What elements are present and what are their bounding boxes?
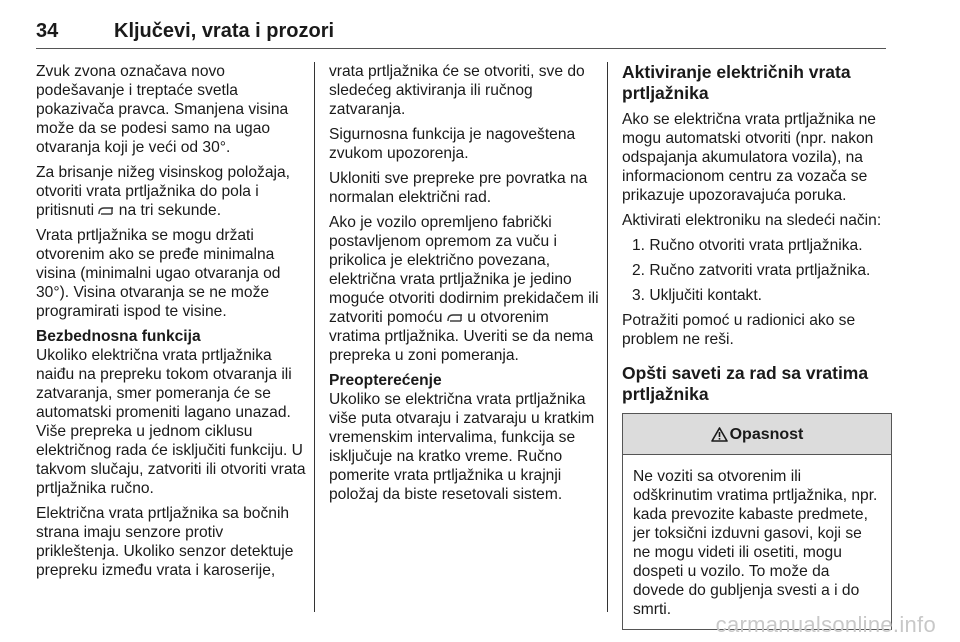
page-header: [36, 20, 886, 50]
section-heading: Aktiviranje električnih vrata prtljažnika: [622, 62, 851, 103]
page-number: 34: [36, 20, 59, 42]
watermark: carmanualsonline.info: [715, 612, 936, 637]
warning-triangle-icon: [711, 427, 728, 442]
paragraph: Ukloniti sve prepreke pre povratka na normalan električni rad.: [329, 170, 588, 206]
column-middle: [329, 62, 599, 510]
warning-header: [623, 414, 891, 455]
warning-box: [622, 413, 892, 630]
column-divider: [314, 62, 315, 612]
list-item: 2. Ručno zatvoriti vrata prtljažnika.: [632, 262, 871, 279]
section-heading: Opšti saveti za rad sa vratima prtljažnika: [622, 363, 869, 404]
subheading: Bezbednosna funkcija: [36, 328, 201, 345]
warning-title: Opasnost: [729, 425, 804, 443]
column-left: [36, 62, 306, 586]
paragraph: Vrata prtljažnika se mogu držati otvorenim ako se pređe minimalna visina (minimalni ugao otvaranja od 30°). Visina otvaranja se ne može programirati ispod te visine.: [36, 227, 281, 320]
list-item: 3. Uključiti kontakt.: [632, 287, 762, 304]
paragraph: Sigurnosna funkcija je nagoveštena zvukom upozorenja.: [329, 126, 576, 162]
column-right: [622, 62, 892, 630]
tailgate-button-icon: [98, 206, 114, 216]
list-item: 1. Ručno otvoriti vrata prtljažnika.: [632, 237, 863, 254]
header-rule: [36, 48, 886, 49]
warning-text: Ne voziti sa otvorenim ili odškrinutim vratima prtljažnika, npr. kada prevozite kabaste predmete, jer toksični izduvni gasovi, koji se ne mogu videti ili osetiti, mogu dospeti u vozilo. To može da dovede do gubljenja svesti a i do smrti.: [633, 468, 878, 618]
paragraph: Ukoliko električna vrata prtljažnika naiđu na prepreku tokom otvaranja ili zatvaranja, smer pomeranja će se automatski promeniti lagano unazad. Više prepreka u jednom ciklusu električnog rada će isključiti funkciju. U takvom slučaju, zatvoriti ili otvoriti vrata prtljažnika ručno.: [36, 347, 306, 497]
paragraph: Ukoliko se električna vrata prtljažnika više puta otvaraju i zatvaraju u kratkim vremenskim intervalima, funkcija se isključuje na kratko vreme. Ručno pomerite vrata prtljažnika u krajnji položaj da biste resetovali sistem.: [329, 391, 595, 503]
tailgate-button-icon: [447, 313, 463, 323]
paragraph: Potražiti pomoć u radionici ako se problem ne reši.: [622, 312, 856, 348]
column-divider: [607, 62, 608, 612]
paragraph: Električna vrata prtljažnika sa bočnih strana imaju senzore protiv prikleštenja. Ukoliko senzor detektuje prepreku između vrata i karoserije,: [36, 505, 294, 579]
paragraph: Zvuk zvona označava novo podešavanje i treptaće svetla pokazivača pravca. Smanjena visina može da se podesi samo na ugao otvaranja koji je veći od 30°.: [36, 63, 289, 156]
paragraph: Za brisanje nižeg visinskog položaja, otvoriti vrata prtljažnika do pola i pritisnuti na tri sekunde.: [36, 164, 290, 219]
paragraph: vrata prtljažnika će se otvoriti, sve do sledećeg aktiviranja ili ručnog zatvaranja.: [329, 63, 585, 118]
paragraph: Ako se električna vrata prtljažnika ne mogu automatski otvoriti (npr. nakon odspajanja akumulatora vozila), na informacionom centru za vozača se prikazuje upozoravajuća poruka.: [622, 111, 876, 204]
paragraph: Aktivirati elektroniku na sledeći način:: [622, 212, 882, 229]
subheading: Preopterećenje: [329, 372, 442, 389]
steps-list: [622, 236, 892, 305]
paragraph: Ako je vozilo opremljeno fabrički postavljenom opremom za vuču i prikolica je električno povezana, električna vrata prtljažnika je jedino moguće otvoriti dodirnim prekidačem ili zatvoriti pomoću u otvorenim vratima prtljažnika. Uveriti se da nema prepreka u zoni pomeranja.: [329, 214, 599, 364]
chapter-title: Ključevi, vrata i prozori: [114, 20, 335, 42]
